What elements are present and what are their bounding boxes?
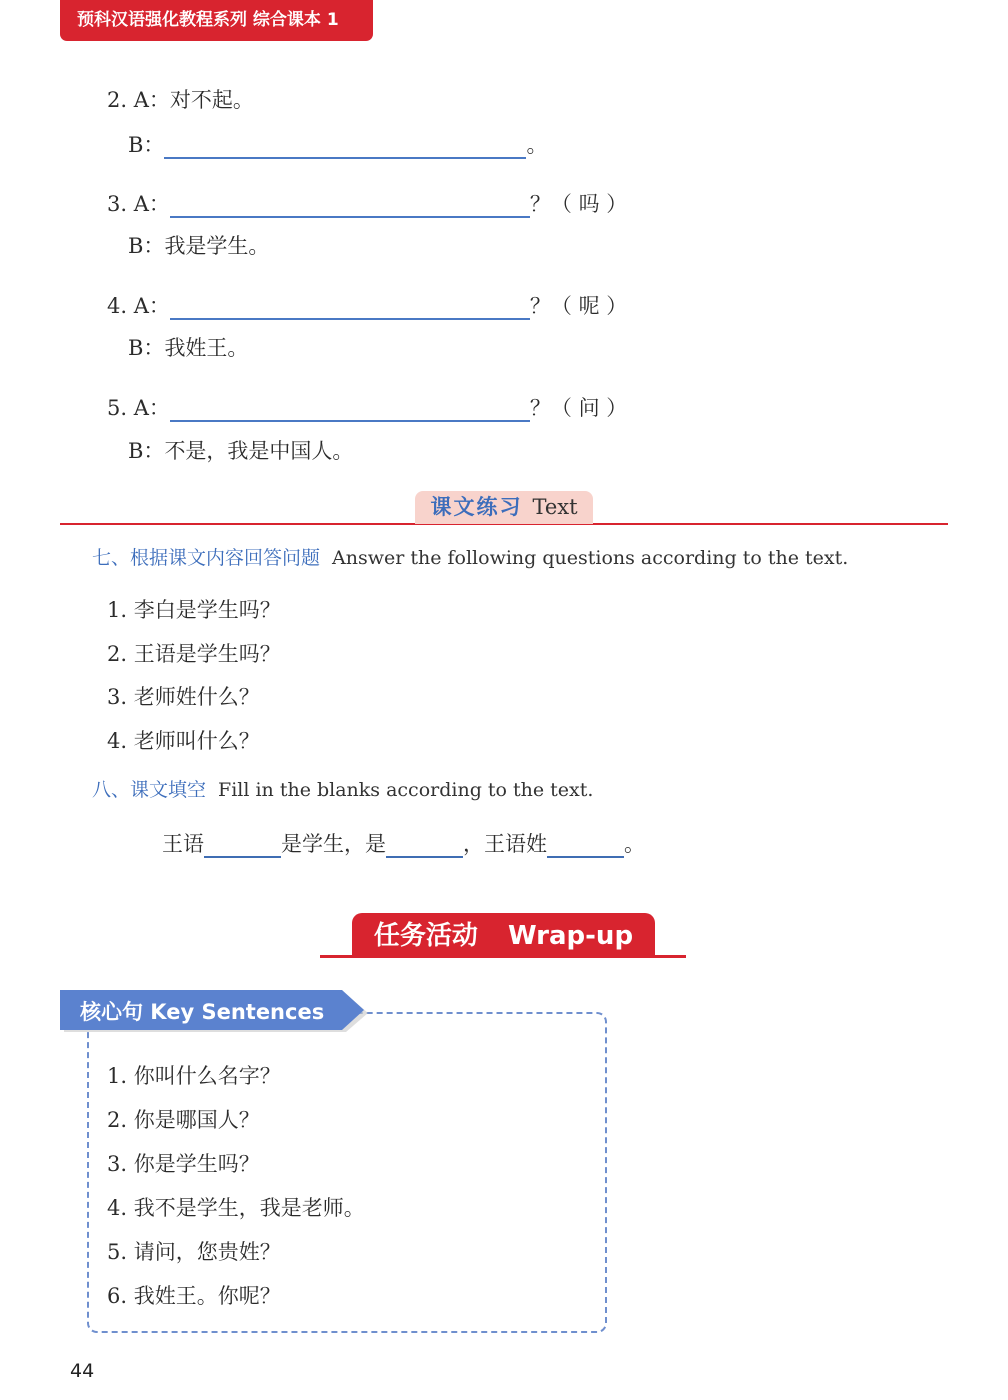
exercise-title-zh: 七、根据课文内容回答问题 — [92, 547, 321, 569]
dialogue-4-b — [128, 334, 248, 362]
dialogue-hint: ？（ 呢 ） — [529, 294, 628, 318]
wrapup-title-en: Wrap-up — [507, 921, 634, 951]
dialogue-label: B： — [128, 234, 165, 258]
dialogue-label: 3. A： — [107, 192, 170, 216]
dialogue-hint: ？（ 问 ） — [529, 396, 628, 420]
sentence-part: 王语 — [162, 832, 204, 856]
dialogue-text: 我姓王。 — [164, 336, 249, 360]
dialogue-label: B： — [128, 336, 165, 360]
exercise-8-heading — [92, 777, 593, 803]
fill-blank-sentence — [162, 830, 645, 858]
question-blank[interactable] — [170, 394, 530, 422]
sentence-part: ，王语姓 — [463, 832, 547, 856]
list-item: 3. 老师姓什么？ — [107, 685, 260, 709]
exercise-7-heading — [92, 545, 848, 571]
exercise-title-zh: 八、课文填空 — [92, 779, 207, 801]
section-tab-text — [415, 491, 593, 524]
question-blank[interactable] — [170, 292, 530, 320]
dialogue-3-a — [107, 190, 627, 218]
key-sentence-item: 1. 你叫什么名字？ — [107, 1064, 281, 1088]
list-item: 2. 王语是学生吗？ — [107, 642, 281, 666]
fill-blank[interactable] — [547, 830, 624, 858]
sentence-part: 是学生，是 — [281, 832, 386, 856]
key-sentences-label: 核心句 Key Sentences — [80, 1000, 325, 1024]
exercise-title-en: Answer the following questions according to the text. — [332, 547, 849, 569]
dialogue-text: 不是，我是中国人。 — [164, 439, 354, 463]
wrapup-banner — [352, 913, 655, 957]
dialogue-4-a — [107, 292, 627, 320]
dialogue-label: B： — [128, 133, 165, 157]
dialogue-text: 对不起。 — [169, 88, 254, 112]
sentence-part: 。 — [624, 832, 645, 856]
section-title-en: Text — [532, 495, 578, 519]
dialogue-5-b — [128, 437, 353, 465]
dialogue-2-b — [128, 131, 547, 159]
dialogue-label: B： — [128, 439, 165, 463]
list-item: 1. 李白是学生吗？ — [107, 598, 281, 622]
list-item: 4. 老师叫什么？ — [107, 729, 260, 753]
exercise-title-en: Fill in the blanks according to the text. — [218, 779, 594, 801]
answer-blank[interactable] — [164, 131, 526, 159]
key-sentence-item: 3. 你是学生吗？ — [107, 1152, 260, 1176]
dialogue-label: 2. A： — [107, 88, 170, 112]
wrapup-title-zh: 任务活动 — [373, 921, 478, 951]
dialogue-hint: ？（ 吗 ） — [529, 192, 628, 216]
key-sentence-item: 6. 我姓王。你呢？ — [107, 1284, 281, 1308]
book-series-header: 预科汉语强化教程系列 综合课本 1 — [60, 0, 373, 41]
dialogue-text: 我是学生。 — [164, 234, 270, 258]
key-sentence-item: 2. 你是哪国人？ — [107, 1108, 260, 1132]
dialogue-label: 4. A： — [107, 294, 170, 318]
fill-blank[interactable] — [204, 830, 281, 858]
dialogue-label: 5. A： — [107, 396, 170, 420]
dialogue-2-a — [107, 86, 254, 114]
key-sentence-item: 4. 我不是学生，我是老师。 — [107, 1196, 365, 1220]
key-sentence-item: 5. 请问，您贵姓？ — [107, 1240, 281, 1264]
question-blank[interactable] — [170, 190, 530, 218]
dialogue-5-a — [107, 394, 627, 422]
dialogue-3-b — [128, 232, 269, 260]
section-title-zh: 课文练习 — [430, 495, 523, 519]
dialogue-text: 。 — [526, 133, 548, 157]
page-number: 44 — [70, 1360, 95, 1382]
fill-blank[interactable] — [386, 830, 463, 858]
